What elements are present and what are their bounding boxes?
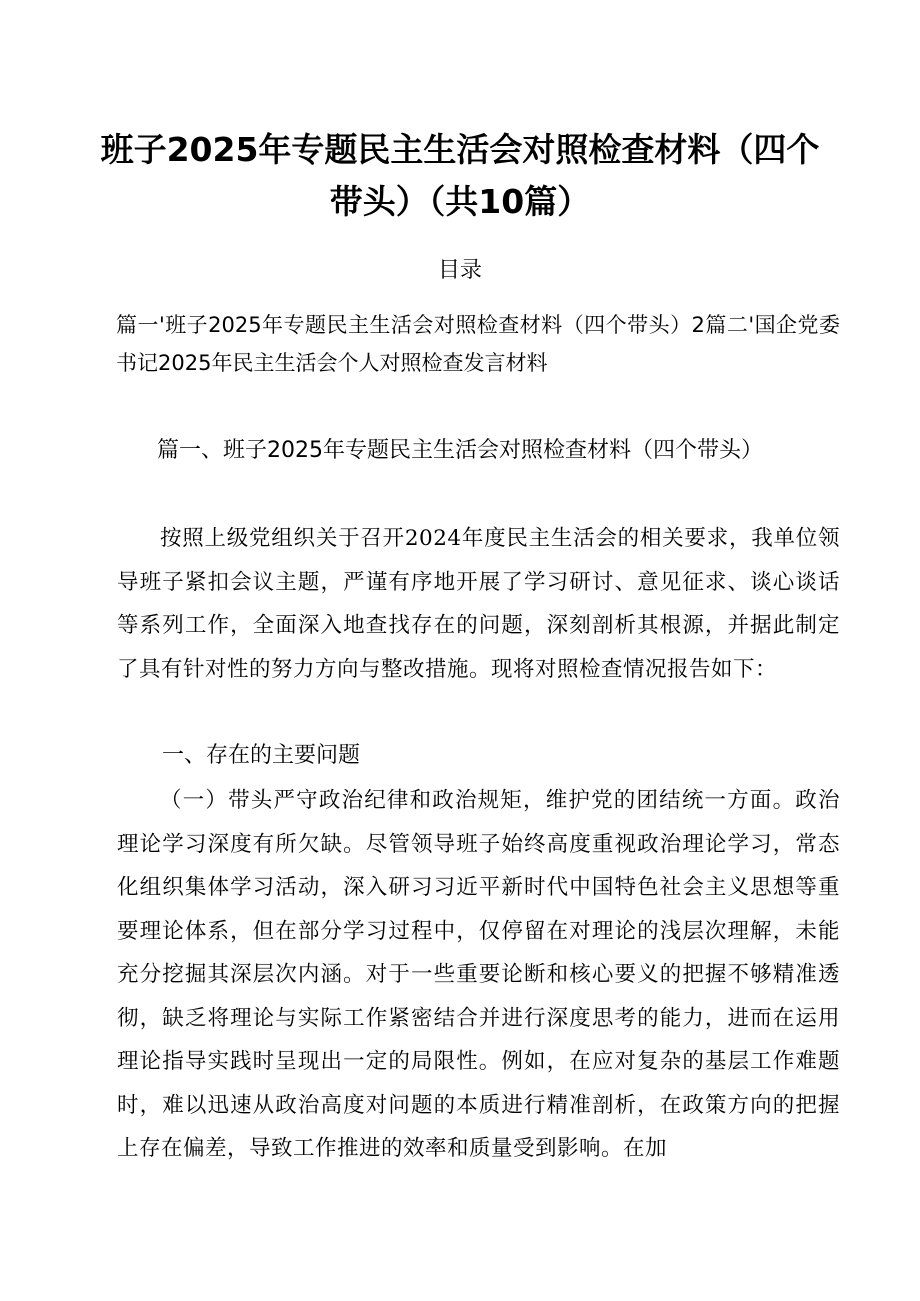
document-title: 班子2025年专题民主生活会对照检查材料（四个带头）（共10篇）: [100, 130, 820, 221]
toc-heading: 目录: [437, 258, 482, 283]
section-title: 篇一、班子2025年专题民主生活会对照检查材料（四个带头）: [157, 438, 763, 463]
toc-entries: 篇一'班子2025年专题民主生活会对照检查材料（四个带头）2篇二'国企党委书记2025年民主生活会个人对照检查发言材料: [116, 313, 840, 375]
part-one-heading: 一、存在的主要问题: [162, 743, 361, 768]
intro-paragraph: 按照上级党组织关于召开2024年度民主生活会的相关要求，我单位领导班子紧扣会议主题，严谨有序地开展了学习研讨、意见征求、谈心谈话等系列工作，全面深入地查找存在的问题，深刻剖析其根源，并据此制定了具有针对性的努力方向与整改措施。现将对照检查情况报告如下：: [117, 526, 840, 682]
part-one-paragraph: （一）带头严守政治纪律和政治规矩，维护党的团结统一方面。政治理论学习深度有所欠缺。尽管领导班子始终高度重视政治理论学习，常态化组织集体学习活动，深入研习习近平新时代中国特色社会主义思想等重要理论体系，但在部分学习过程中，仅停留在对理论的浅层次理解，未能充分挖掘其深层次内涵。对于一些重要论断和核心要义的把握不够精准透彻，缺乏将理论与实际工作紧密结合并进行深度思考的能力，进而在运用理论指导实践时呈现出一定的局限性。例如，在应对复杂的基层工作难题时，难以迅速从政治高度对问题的本质进行精准剖析，在政策方向的把握上存在偏差，导致工作推进的效率和质量受到影响。在加: [117, 788, 840, 1161]
